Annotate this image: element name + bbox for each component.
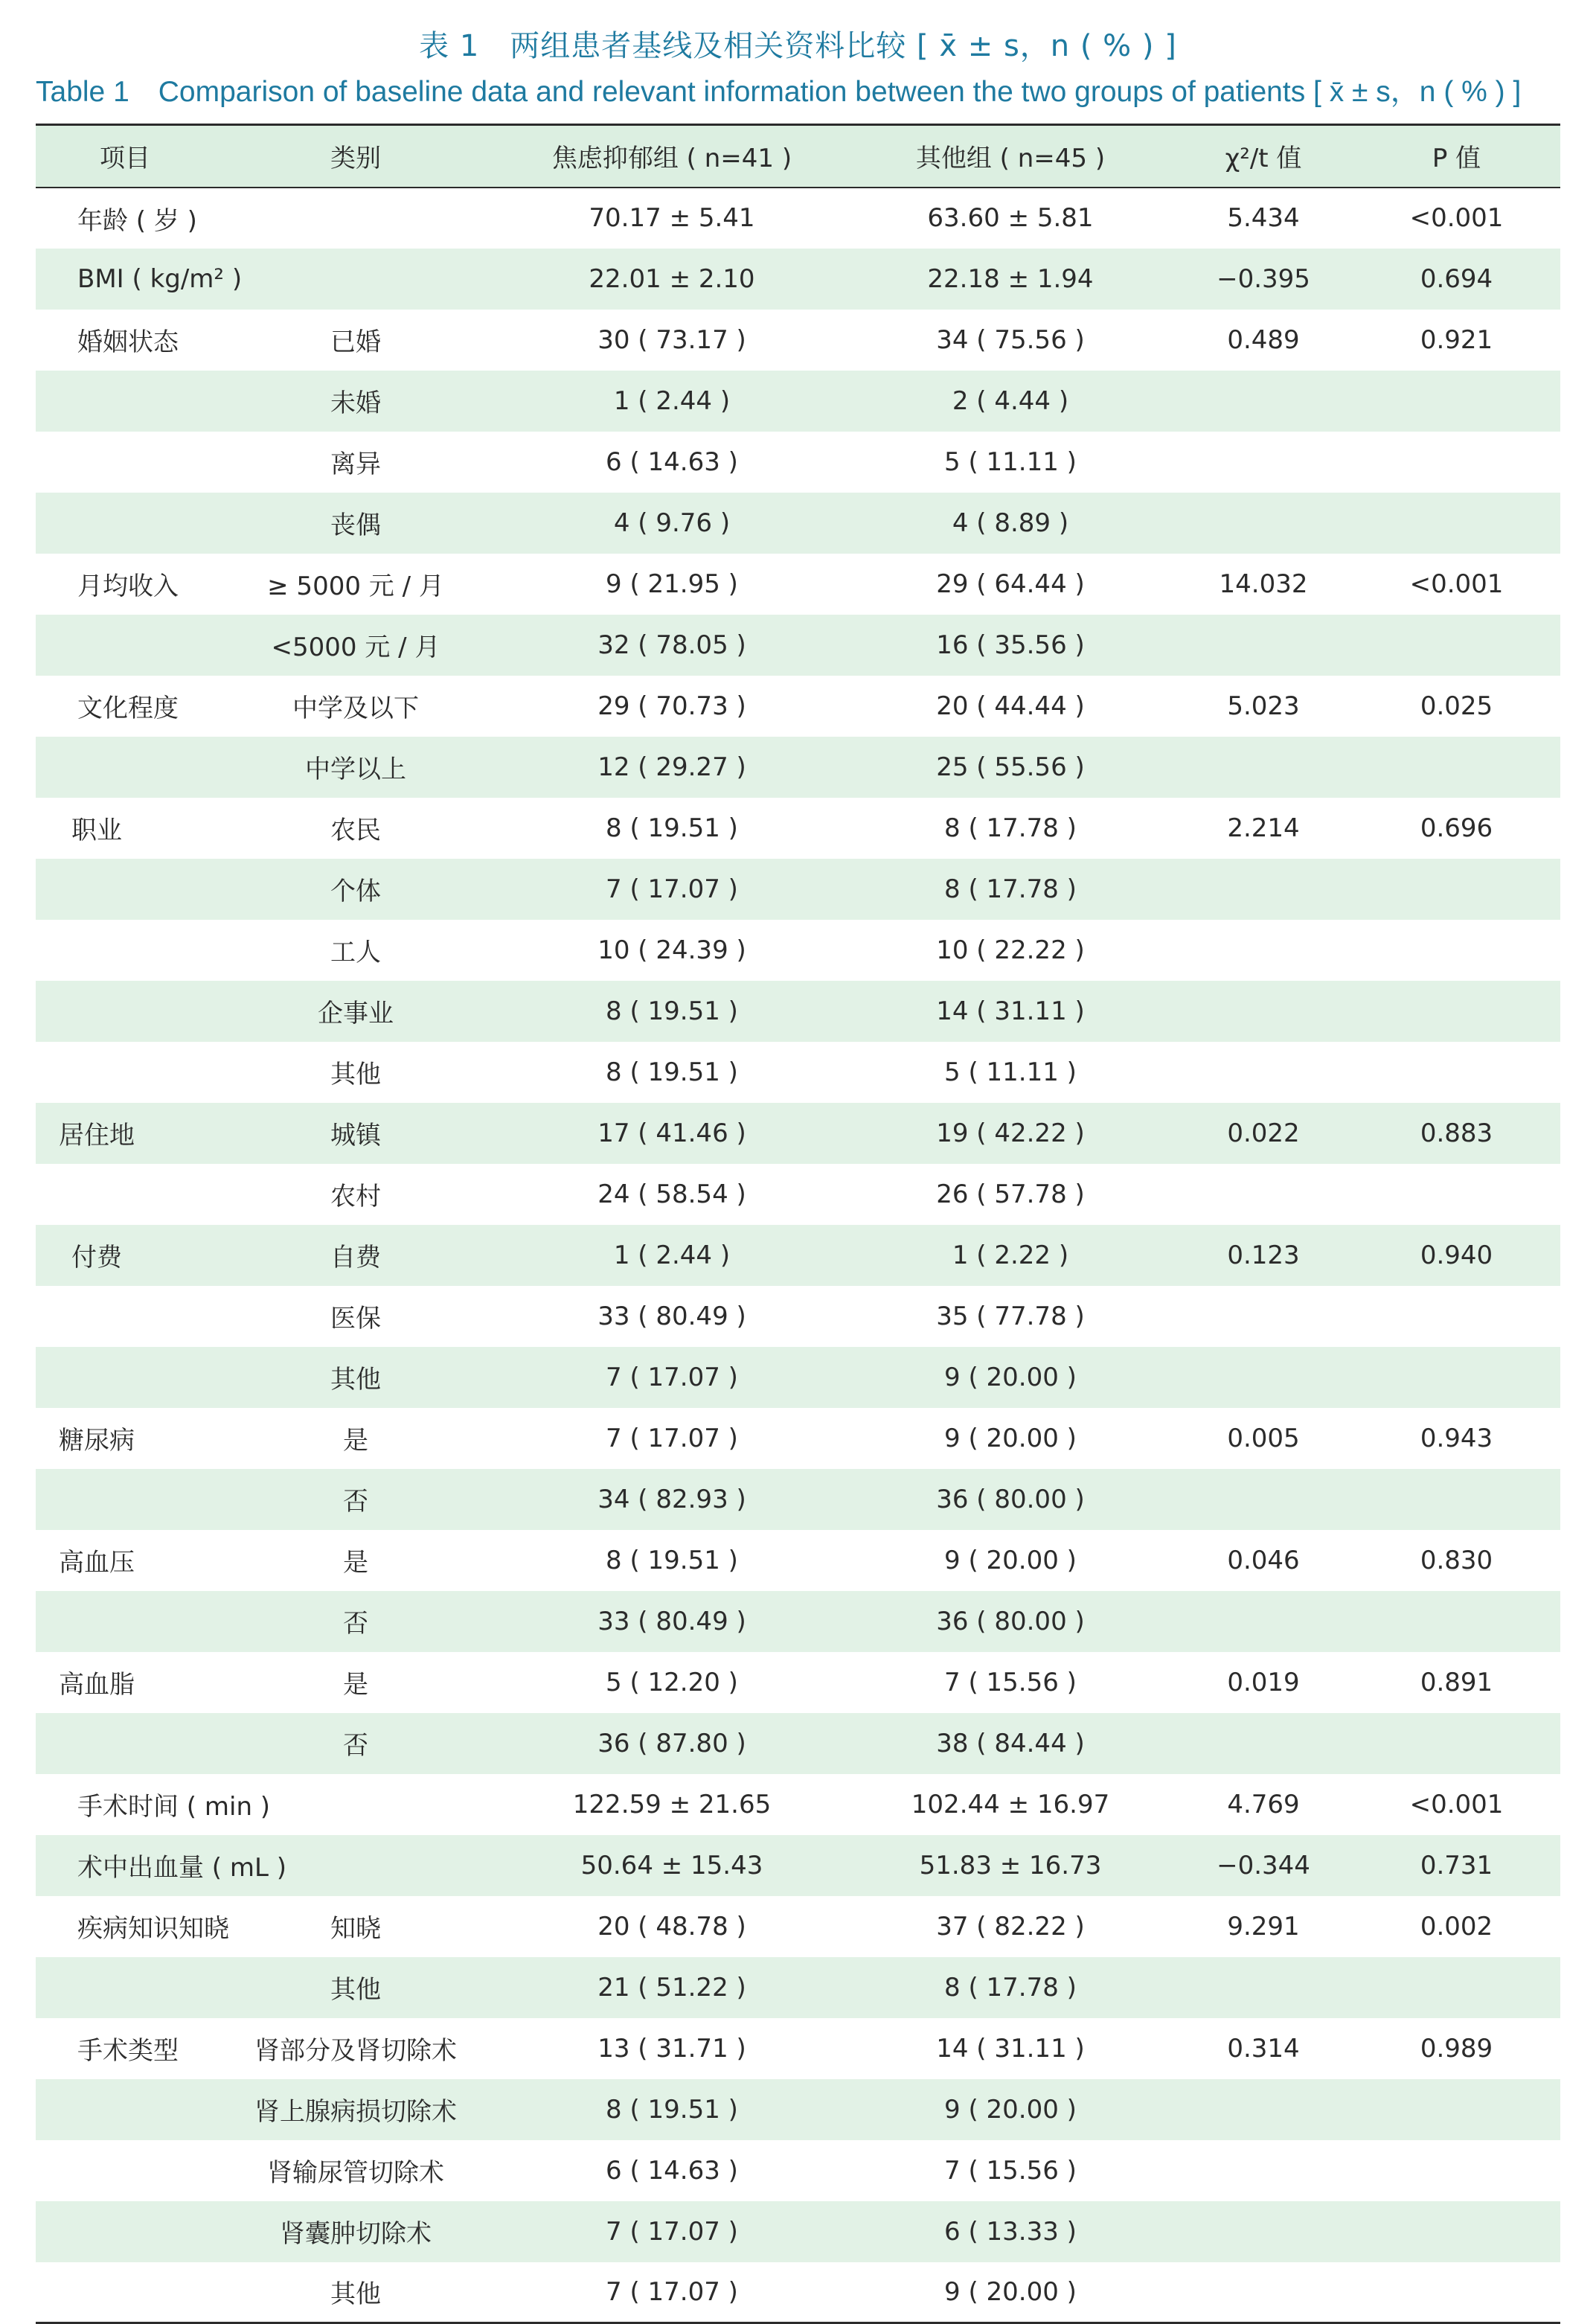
table-row bbox=[36, 1408, 1560, 1469]
table-header bbox=[36, 125, 1560, 188]
cell-item: 婚姻状态 bbox=[77, 327, 179, 357]
cell-p-value bbox=[1353, 1286, 1560, 1347]
cell-statistic: 14.032 bbox=[1219, 569, 1308, 599]
cell-category: 城镇 bbox=[330, 1121, 381, 1150]
cell-category: 其他 bbox=[214, 2262, 497, 2323]
cell-p-value: 0.940 bbox=[1420, 1240, 1493, 1270]
cell-anxiety-group: 1 ( 2.44 ) bbox=[613, 385, 731, 416]
cell-p-value bbox=[1353, 1042, 1560, 1103]
cell-p-value bbox=[1353, 2140, 1560, 2201]
cell-anxiety-group: 8 ( 19.51 ) bbox=[606, 2094, 738, 2125]
cell-item: 术中出血量 ( mL ) bbox=[77, 1853, 287, 1883]
cell-statistic bbox=[1174, 1591, 1353, 1652]
cell-anxiety-group: 7 ( 17.07 ) bbox=[497, 2262, 847, 2323]
table-title-en: Table 1 Comparison of baseline data and relevant information between the two groups of patients [ x̄ ± s，n ( % ) ] bbox=[36, 76, 1522, 108]
cell-other-group: 102.44 ± 16.97 bbox=[911, 1789, 1110, 1819]
cell-other-group: 29 ( 64.44 ) bbox=[936, 569, 1085, 599]
cell-item: 疾病知识知晓 bbox=[77, 1914, 229, 1944]
cell-statistic: 0.019 bbox=[1227, 1667, 1300, 1697]
table-row bbox=[36, 1652, 1560, 1713]
cell-category: 是 bbox=[343, 1426, 368, 1456]
cell-item: 高血脂 bbox=[59, 1670, 135, 1700]
cell-item: 年龄 ( 岁 ) bbox=[77, 205, 197, 236]
cell-item bbox=[36, 615, 214, 676]
cell-item bbox=[36, 432, 214, 493]
cell-anxiety-group: 4 ( 9.76 ) bbox=[613, 508, 731, 538]
cell-p-value bbox=[1353, 493, 1560, 554]
cell-statistic bbox=[1174, 1042, 1353, 1103]
cell-category: 其他 bbox=[330, 1365, 381, 1395]
cell-item bbox=[36, 859, 214, 920]
cell-anxiety-group: 12 ( 29.27 ) bbox=[597, 752, 746, 782]
cell-anxiety-group: 6 ( 14.63 ) bbox=[606, 2155, 738, 2186]
table-row bbox=[36, 615, 1560, 676]
cell-category: 否 bbox=[343, 1609, 368, 1639]
cell-other-group: 9 ( 20.00 ) bbox=[847, 2262, 1174, 2323]
cell-anxiety-group: 8 ( 19.51 ) bbox=[606, 1057, 738, 1087]
cell-other-group: 9 ( 20.00 ) bbox=[944, 1423, 1077, 1453]
cell-other-group: 20 ( 44.44 ) bbox=[936, 691, 1085, 721]
cell-other-group: 10 ( 22.22 ) bbox=[936, 935, 1085, 965]
cell-statistic bbox=[1174, 432, 1353, 493]
cell-p-value bbox=[1353, 981, 1560, 1042]
cell-category: 中学以上 bbox=[305, 755, 406, 784]
cell-item bbox=[36, 371, 214, 432]
cell-anxiety-group: 9 ( 21.95 ) bbox=[606, 569, 738, 599]
cell-statistic: 0.314 bbox=[1227, 2033, 1300, 2064]
cell-item: 月均收入 bbox=[77, 572, 179, 601]
cell-p-value: 0.002 bbox=[1420, 1911, 1493, 1942]
cell-p-value bbox=[1353, 1469, 1560, 1530]
cell-anxiety-group: 5 ( 12.20 ) bbox=[606, 1667, 738, 1697]
cell-anxiety-group: 34 ( 82.93 ) bbox=[597, 1484, 746, 1514]
table-row bbox=[36, 249, 1560, 310]
cell-category: 未婚 bbox=[330, 388, 381, 418]
cell-item: 付费 bbox=[71, 1243, 122, 1273]
cell-item: 手术类型 bbox=[77, 2036, 179, 2066]
cell-category: <5000 元 / 月 bbox=[271, 633, 440, 662]
cell-statistic bbox=[1174, 981, 1353, 1042]
table-row bbox=[36, 1530, 1560, 1591]
cell-anxiety-group: 13 ( 31.71 ) bbox=[597, 2033, 746, 2064]
table-row bbox=[36, 432, 1560, 493]
cell-other-group: 25 ( 55.56 ) bbox=[936, 752, 1085, 782]
cell-item bbox=[36, 1164, 214, 1225]
cell-category: 是 bbox=[343, 1670, 368, 1700]
cell-item: 文化程度 bbox=[77, 694, 179, 723]
cell-category: 已婚 bbox=[330, 327, 381, 357]
cell-category: 离异 bbox=[330, 449, 381, 479]
cell-p-value bbox=[1353, 859, 1560, 920]
cell-category: 肾输尿管切除术 bbox=[267, 2158, 444, 2188]
cell-other-group: 34 ( 75.56 ) bbox=[936, 324, 1085, 355]
cell-item: 手术时间 ( min ) bbox=[77, 1792, 271, 1822]
table-row bbox=[36, 554, 1560, 615]
cell-p-value bbox=[1353, 737, 1560, 798]
cell-other-group: 8 ( 17.78 ) bbox=[944, 874, 1077, 904]
cell-p-value: 0.694 bbox=[1420, 263, 1493, 294]
cell-category: 肾部分及肾切除术 bbox=[254, 2036, 457, 2066]
table-row bbox=[36, 493, 1560, 554]
table-row bbox=[36, 1957, 1560, 2018]
cell-other-group: 35 ( 77.78 ) bbox=[936, 1301, 1085, 1331]
cell-other-group: 14 ( 31.11 ) bbox=[936, 2033, 1085, 2064]
cell-category bbox=[214, 188, 497, 249]
table-row bbox=[36, 1042, 1560, 1103]
cell-category: 知晓 bbox=[330, 1914, 381, 1944]
cell-anxiety-group: 6 ( 14.63 ) bbox=[606, 446, 738, 477]
table-row bbox=[36, 981, 1560, 1042]
header-row bbox=[36, 125, 1560, 188]
cell-category: 其他 bbox=[330, 1975, 381, 2005]
cell-anxiety-group: 70.17 ± 5.41 bbox=[589, 203, 755, 233]
cell-other-group: 36 ( 80.00 ) bbox=[936, 1606, 1085, 1636]
cell-item: 职业 bbox=[71, 816, 122, 845]
cell-category: 企事业 bbox=[318, 999, 394, 1028]
cell-other-group: 2 ( 4.44 ) bbox=[952, 385, 1069, 416]
baseline-comparison-table bbox=[36, 124, 1560, 2324]
cell-p-value: <0.001 bbox=[1409, 203, 1504, 233]
cell-anxiety-group: 29 ( 70.73 ) bbox=[597, 691, 746, 721]
cell-other-group: 1 ( 2.22 ) bbox=[952, 1240, 1069, 1270]
table-row bbox=[36, 2079, 1560, 2140]
cell-statistic bbox=[1174, 1469, 1353, 1530]
cell-item bbox=[36, 493, 214, 554]
cell-anxiety-group: 8 ( 19.51 ) bbox=[606, 1545, 738, 1575]
cell-item: 糖尿病 bbox=[59, 1426, 135, 1456]
header-col-category: 类别 bbox=[214, 125, 497, 188]
cell-statistic: 9.291 bbox=[1227, 1911, 1300, 1942]
table-row bbox=[36, 371, 1560, 432]
table-row bbox=[36, 1225, 1560, 1286]
table-row bbox=[36, 1286, 1560, 1347]
cell-statistic bbox=[1174, 371, 1353, 432]
cell-other-group: 9 ( 20.00 ) bbox=[944, 2094, 1077, 2125]
cell-other-group: 26 ( 57.78 ) bbox=[936, 1179, 1085, 1209]
table-row bbox=[36, 1774, 1560, 1835]
cell-p-value: <0.001 bbox=[1409, 1789, 1504, 1819]
cell-p-value: 0.989 bbox=[1420, 2033, 1493, 2064]
cell-item: BMI ( kg/m² ) bbox=[77, 263, 243, 294]
cell-item bbox=[36, 1469, 214, 1530]
cell-other-group: 7 ( 15.56 ) bbox=[944, 2155, 1077, 2186]
cell-anxiety-group: 10 ( 24.39 ) bbox=[597, 935, 746, 965]
cell-anxiety-group: 7 ( 17.07 ) bbox=[606, 874, 738, 904]
cell-anxiety-group: 36 ( 87.80 ) bbox=[597, 1728, 746, 1758]
cell-item bbox=[36, 1347, 214, 1408]
cell-other-group: 7 ( 15.56 ) bbox=[944, 1667, 1077, 1697]
cell-anxiety-group: 17 ( 41.46 ) bbox=[597, 1118, 746, 1148]
cell-p-value: 0.025 bbox=[1420, 691, 1493, 721]
cell-category: ≥ 5000 元 / 月 bbox=[267, 572, 444, 601]
cell-statistic: −0.344 bbox=[1217, 1850, 1310, 1880]
cell-p-value: 0.921 bbox=[1420, 324, 1493, 355]
cell-category: 其他 bbox=[330, 1060, 381, 1089]
table-row bbox=[36, 188, 1560, 249]
cell-statistic bbox=[1174, 1286, 1353, 1347]
cell-other-group: 5 ( 11.11 ) bbox=[944, 446, 1077, 477]
cell-p-value: 0.883 bbox=[1420, 1118, 1493, 1148]
cell-statistic bbox=[1174, 2262, 1353, 2323]
cell-anxiety-group: 30 ( 73.17 ) bbox=[597, 324, 746, 355]
cell-p-value bbox=[1353, 615, 1560, 676]
cell-other-group: 8 ( 17.78 ) bbox=[944, 1972, 1077, 2003]
cell-category: 自费 bbox=[330, 1243, 381, 1273]
cell-other-group: 14 ( 31.11 ) bbox=[936, 996, 1085, 1026]
cell-p-value bbox=[1353, 432, 1560, 493]
cell-item: 高血压 bbox=[59, 1548, 135, 1578]
cell-anxiety-group: 22.01 ± 2.10 bbox=[589, 263, 755, 294]
cell-anxiety-group: 24 ( 58.54 ) bbox=[597, 1179, 746, 1209]
cell-other-group: 9 ( 20.00 ) bbox=[944, 1362, 1077, 1392]
cell-item bbox=[36, 737, 214, 798]
cell-other-group: 8 ( 17.78 ) bbox=[944, 813, 1077, 843]
cell-other-group: 5 ( 11.11 ) bbox=[944, 1057, 1077, 1087]
cell-anxiety-group: 1 ( 2.44 ) bbox=[613, 1240, 731, 1270]
cell-p-value bbox=[1353, 371, 1560, 432]
cell-p-value: 0.943 bbox=[1420, 1423, 1493, 1453]
cell-anxiety-group: 8 ( 19.51 ) bbox=[606, 813, 738, 843]
cell-p-value bbox=[1353, 1713, 1560, 1774]
cell-item bbox=[36, 2079, 214, 2140]
cell-category: 个体 bbox=[330, 877, 381, 906]
cell-p-value bbox=[1353, 2262, 1560, 2323]
cell-category: 否 bbox=[343, 1487, 368, 1517]
table-row bbox=[36, 2262, 1560, 2323]
cell-statistic: 2.214 bbox=[1227, 813, 1300, 843]
cell-p-value: <0.001 bbox=[1409, 569, 1504, 599]
cell-item bbox=[36, 1042, 214, 1103]
cell-anxiety-group: 50.64 ± 15.43 bbox=[580, 1850, 763, 1880]
cell-statistic bbox=[1174, 1347, 1353, 1408]
table-row bbox=[36, 676, 1560, 737]
table-row bbox=[36, 859, 1560, 920]
header-col-anxiety-group: 焦虑抑郁组 ( n=41 ) bbox=[497, 125, 847, 188]
cell-other-group: 4 ( 8.89 ) bbox=[952, 508, 1069, 538]
cell-other-group: 36 ( 80.00 ) bbox=[936, 1484, 1085, 1514]
table-body bbox=[36, 188, 1560, 2323]
cell-statistic bbox=[1174, 615, 1353, 676]
cell-anxiety-group: 21 ( 51.22 ) bbox=[597, 1972, 746, 2003]
table-row bbox=[36, 2201, 1560, 2262]
table-row bbox=[36, 1713, 1560, 1774]
cell-statistic bbox=[1174, 493, 1353, 554]
cell-category: 中学及以下 bbox=[292, 694, 419, 723]
cell-anxiety-group: 32 ( 78.05 ) bbox=[597, 630, 746, 660]
cell-item: 居住地 bbox=[59, 1121, 135, 1150]
cell-other-group: 16 ( 35.56 ) bbox=[936, 630, 1085, 660]
table-row bbox=[36, 1469, 1560, 1530]
cell-category: 肾囊肿切除术 bbox=[280, 2219, 432, 2249]
header-col-p-value: P 值 bbox=[1353, 125, 1560, 188]
cell-statistic bbox=[1174, 859, 1353, 920]
header-col-item: 项目 bbox=[36, 125, 214, 188]
cell-statistic: 0.489 bbox=[1227, 324, 1300, 355]
cell-p-value bbox=[1353, 1957, 1560, 2018]
cell-anxiety-group: 33 ( 80.49 ) bbox=[597, 1606, 746, 1636]
cell-statistic: 0.005 bbox=[1227, 1423, 1300, 1453]
cell-p-value bbox=[1353, 1347, 1560, 1408]
cell-category: 农民 bbox=[330, 816, 381, 845]
header-col-statistic: χ²/t 值 bbox=[1174, 125, 1353, 188]
cell-category: 工人 bbox=[330, 938, 381, 967]
cell-item bbox=[36, 2140, 214, 2201]
cell-anxiety-group: 8 ( 19.51 ) bbox=[606, 996, 738, 1026]
cell-statistic bbox=[1174, 1164, 1353, 1225]
cell-other-group: 6 ( 13.33 ) bbox=[944, 2216, 1077, 2247]
cell-other-group: 19 ( 42.22 ) bbox=[936, 1118, 1085, 1148]
cell-anxiety-group: 7 ( 17.07 ) bbox=[606, 1423, 738, 1453]
cell-category: 是 bbox=[343, 1548, 368, 1578]
table-row bbox=[36, 920, 1560, 981]
cell-item bbox=[36, 981, 214, 1042]
cell-anxiety-group: 20 ( 48.78 ) bbox=[597, 1911, 746, 1942]
cell-statistic: 5.023 bbox=[1227, 691, 1300, 721]
cell-category: 农村 bbox=[330, 1182, 381, 1211]
cell-p-value: 0.891 bbox=[1420, 1667, 1493, 1697]
cell-other-group: 37 ( 82.22 ) bbox=[936, 1911, 1085, 1942]
cell-category bbox=[214, 249, 497, 310]
cell-statistic bbox=[1174, 920, 1353, 981]
cell-statistic: −0.395 bbox=[1217, 263, 1310, 294]
table-title-cn: 表 1 两组患者基线及相关资料比较 [ x̄ ± s，n ( % ) ] bbox=[419, 29, 1177, 63]
cell-p-value: 0.696 bbox=[1420, 813, 1493, 843]
cell-statistic: 0.022 bbox=[1227, 1118, 1300, 1148]
cell-category: 丧偶 bbox=[330, 510, 381, 540]
table-row bbox=[36, 1347, 1560, 1408]
cell-statistic bbox=[1174, 737, 1353, 798]
cell-category: 医保 bbox=[330, 1304, 381, 1334]
cell-statistic: 5.434 bbox=[1227, 203, 1300, 233]
cell-p-value bbox=[1353, 920, 1560, 981]
cell-category: 否 bbox=[343, 1731, 368, 1761]
cell-statistic bbox=[1174, 2079, 1353, 2140]
cell-statistic: 0.046 bbox=[1227, 1545, 1300, 1575]
cell-item bbox=[36, 920, 214, 981]
cell-statistic bbox=[1174, 2140, 1353, 2201]
cell-p-value: 0.731 bbox=[1420, 1850, 1493, 1880]
cell-statistic: 0.123 bbox=[1227, 1240, 1300, 1270]
cell-anxiety-group: 122.59 ± 21.65 bbox=[572, 1789, 772, 1819]
cell-category: 肾上腺病损切除术 bbox=[254, 2097, 457, 2127]
cell-item bbox=[36, 1286, 214, 1347]
cell-statistic: 4.769 bbox=[1227, 1789, 1300, 1819]
table-row bbox=[36, 1835, 1560, 1896]
table-row bbox=[36, 737, 1560, 798]
cell-other-group: 22.18 ± 1.94 bbox=[927, 263, 1094, 294]
table-row bbox=[36, 1103, 1560, 1164]
table-row bbox=[36, 2018, 1560, 2079]
cell-item bbox=[36, 2262, 214, 2323]
cell-statistic bbox=[1174, 1713, 1353, 1774]
table-row bbox=[36, 1164, 1560, 1225]
table-row bbox=[36, 1591, 1560, 1652]
cell-item bbox=[36, 1591, 214, 1652]
cell-other-group: 51.83 ± 16.73 bbox=[919, 1850, 1102, 1880]
cell-item bbox=[36, 1957, 214, 2018]
cell-item bbox=[36, 1713, 214, 1774]
cell-anxiety-group: 7 ( 17.07 ) bbox=[606, 1362, 738, 1392]
cell-anxiety-group: 33 ( 80.49 ) bbox=[597, 1301, 746, 1331]
cell-p-value bbox=[1353, 1591, 1560, 1652]
table-row bbox=[36, 310, 1560, 371]
cell-other-group: 63.60 ± 5.81 bbox=[927, 203, 1094, 233]
cell-item bbox=[36, 2201, 214, 2262]
cell-statistic bbox=[1174, 1957, 1353, 2018]
cell-statistic bbox=[1174, 2201, 1353, 2262]
cell-p-value bbox=[1353, 1164, 1560, 1225]
table-row bbox=[36, 2140, 1560, 2201]
header-col-other-group: 其他组 ( n=45 ) bbox=[847, 125, 1174, 188]
cell-p-value bbox=[1353, 2201, 1560, 2262]
table-row bbox=[36, 798, 1560, 859]
cell-other-group: 38 ( 84.44 ) bbox=[936, 1728, 1085, 1758]
cell-p-value bbox=[1353, 2079, 1560, 2140]
cell-other-group: 9 ( 20.00 ) bbox=[944, 1545, 1077, 1575]
cell-anxiety-group: 7 ( 17.07 ) bbox=[606, 2216, 738, 2247]
table-row bbox=[36, 1896, 1560, 1957]
cell-p-value: 0.830 bbox=[1420, 1545, 1493, 1575]
